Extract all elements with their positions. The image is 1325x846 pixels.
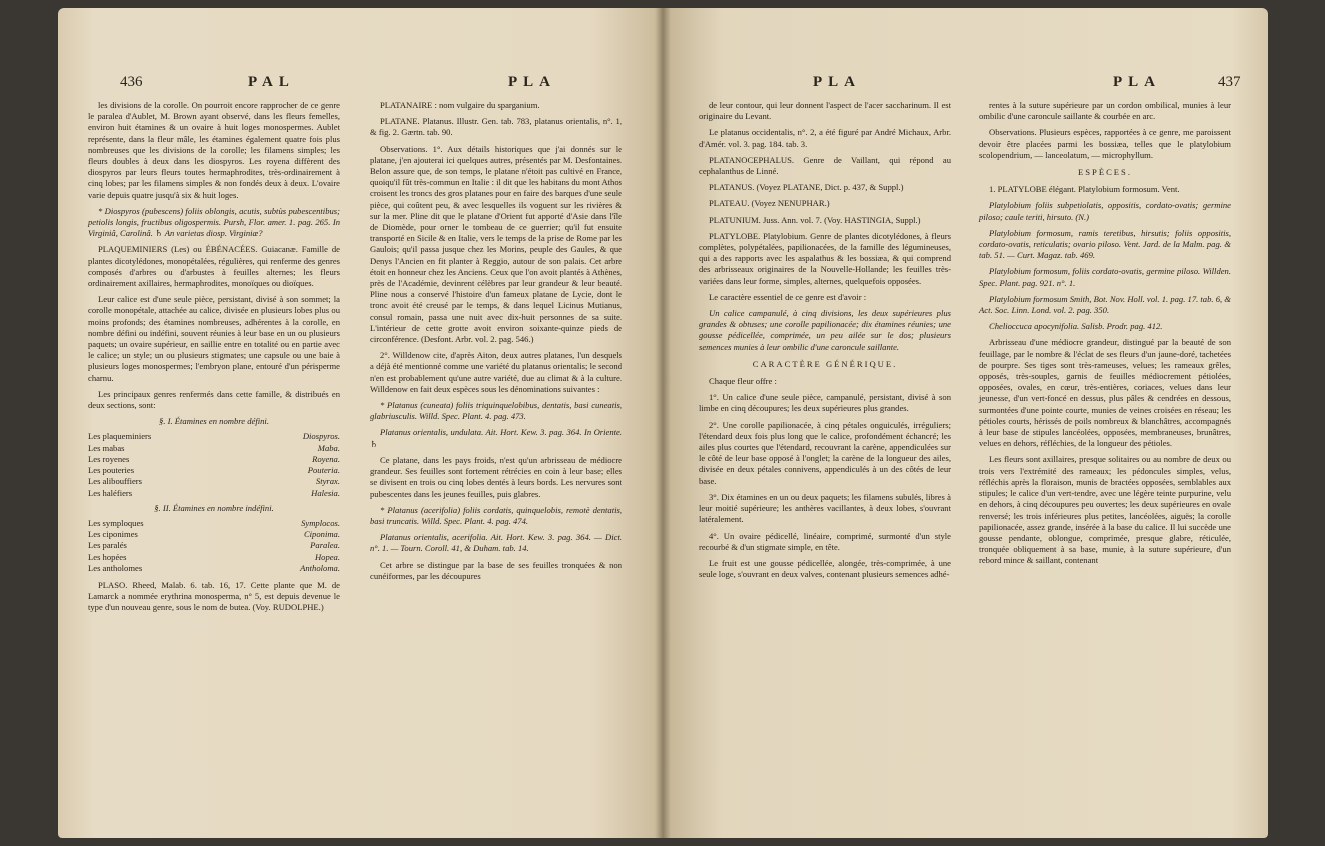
paragraph: Ce platane, dans les pays froids, n'est qu'un arbrisseau de médiocre grandeur. Ses feuilles sont fortement rétrécies en coin à leur base; elles se divisent en trois ou cinq lobes dentés à leurs bords. Les nervures sont pubescentes dans les jeunes feuilles, puis glabres. [370, 454, 622, 499]
running-head-right-1: PLA [813, 74, 861, 90]
paragraph: de leur contour, qui leur donnent l'aspect de l'acer saccharinum. Il est originaire du Levant. [699, 100, 951, 122]
paragraph: 1. PLATYLOBE élégant. Platylobium formosum. Vent. [989, 184, 1180, 195]
paragraph: Un calice campanulé, à cinq divisions, les deux supérieures plus grandes & obtuses; une corolle papilionacée; dix étamines réunies; une gousse pédicellée, comprimée, un peu ailée sur le dos; plusieurs semences munies à leur ombilic d'une caroncule saillante. [699, 308, 951, 352]
paragraph: PLATANAIRE : nom vulgaire du sparganium. [380, 100, 540, 110]
paragraph: 4°. Un ovaire pédicellé, linéaire, comprimé, surmonté d'un style recourbé & d'un stigmate simple, en tête. [699, 530, 951, 552]
right-page [663, 8, 1268, 838]
paragraph: Le platanus occidentalis, n°. 2, a été figuré par André Michaux, Arbr. d'Amér. vol. 3. pag. 184. tab. 3. [699, 127, 951, 149]
paragraph: Les principaux genres renfermés dans cette famille, & distribués en deux sections, sont: [88, 388, 340, 411]
paragraph: PLATYLOBE. Platylobium. Genre de plantes dicotylédones, à fleurs complètes, polypétalées, papilionacées, de la famille des légumineuses, qui a des rapports avec les aspalathus & les bossiæa, & qui comprend des arbrisseaux originaires de la Nouvelle-Hollande; les feuilles très-variées dans leur forme, simples, alternes, quelquefois opposées. [699, 230, 951, 286]
paragraph: Platanus orientalis, undulata. Ait. Hort. Kew. 3. pag. 364. In Oriente. ♄ [370, 427, 622, 449]
paragraph: Chelioccuca apocynifolia. Salisb. Prodr. pag. 412. [989, 321, 1163, 332]
paragraph: Observations. Plusieurs espèces, rapportées à ce genre, me paroissent devoir être placées parmi les bossiæa, telles que le platylobium scolopendrium, — lanceolatum, — microphyllum. [979, 127, 1231, 160]
paragraph: 3°. Dix étamines en un ou deux paquets; les filamens subulés, libres à leur moitié supérieure; les anthères vacillantes, à deux lobes, s'ouvrant latéralement. [699, 491, 951, 525]
genus-row: Les paralés Paralea. [88, 540, 340, 551]
paragraph: Platylobium formosum Smith, Bot. Nov. Holl. vol. 1. pag. 17. tab. 6, & Act. Soc. Linn. Lond. vol. 2. pag. 350. [979, 293, 1231, 316]
genus-row: Les haléfiers Halesia. [88, 487, 340, 498]
paragraph: * Diospyros (pubescens) foliis oblongis, acutis, subtùs pubescentibus; petiolis longis, fructibus oligospermis. Pursh, Flor. amer. 1. pag. 265. In Virginiâ, Carolinâ. ♄ An varietas diosp. Virginiæ? [88, 205, 340, 239]
genus-row: Les symploques Symplocos. [88, 517, 340, 528]
paragraph: Platylobium formosum, foliis cordato-ovatis, germine piloso. Willden. Spec. Plant. pag. 921. n°. 1. [979, 266, 1231, 288]
genus-row: Les alibouffiers Styrax. [88, 476, 340, 487]
paragraph: * Platanus (cuneata) foliis triquinquelobibus, dentatis, basi cuneatis, glabriusculis. Willd. Spec. Plant. 4. pag. 473. [370, 400, 622, 422]
paragraph: PLASO. Rheed, Malab. 6. tab. 16, 17. Cette plante que M. de Lamarck a nommée erythrina monosperma, n° 5, est depuis devenue le type d'un nouveau genre, sous le nom de butea. (Voy. RUDOLPHE.) [88, 579, 340, 613]
page-number-right: 437 [1218, 74, 1241, 90]
running-head-left-1: PAL [248, 74, 295, 90]
paragraph: Les fleurs sont axillaires, presque solitaires ou au nombre de deux ou trois vers l'extrémité des rameaux; les pédoncules simples, velus, réfléchis après la floraison, munis de bractées opposées, semblables aux stipules; le calice d'un vert-tendre, avec une légère teinte purpurine, velu en dehors, à cinq découpures peu ouvertes; les deux supérieures en ovale renversé; les trois inférieures plus petites, lancéolées, aiguës; la corolle papilionacée, assez grande, insérée à la base du calice. Il lui succède une gousse pendante, oblongue, comprimée, presque glabre, réticulée, tronquée obliquement à sa base, munie, à la suture supérieure, d'un rebord mince & saillant, contenant [979, 454, 1231, 566]
paragraph: * Platanus (acerifolia) foliis cordatis, quinquelobis, remotè dentatis, basi truncatis. Willd. Spec. Plant. 4. pag. 474. [370, 504, 622, 526]
paragraph: Cet arbre se distingue par la base de ses feuilles tronquées & non cunéiformes, par les découpures [370, 559, 622, 581]
genus-row: Les antholomes Antholoma. [88, 562, 340, 573]
right-column-2 [979, 100, 1231, 572]
left-page [58, 8, 663, 838]
paragraph: 2°. Willdenow cite, d'après Aiton, deux autres platanes, l'un desquels a déjà été mentionné comme une variété du platanus orientalis; le second n'en est probablement qu'une autre variété, due au climat & à la culture. Willdenow en fait deux espèces sous les dénominations suivantes : [370, 350, 622, 394]
genus-row: Les royenes Royena. [88, 453, 340, 464]
section-title: §. I. Étamines en nombre défini. [159, 416, 269, 427]
paragraph: 2°. Une corolle papilionacée, à cinq pétales onguiculés, irréguliers; l'étendard deux fois plus long que le calice, profondément échancré; les ailes plus courtes que l'étendard, recouvrant la carène, appendiculées sur le côté de leur base opposé à l'onglet; la carène de la longueur des ailes, divisée en deux pétales connivens, appendiculés à un des côtés de leur base. [699, 419, 951, 486]
genus-row: Les hopées Hopea. [88, 551, 340, 562]
paragraph: PLATUNIUM. Juss. Ann. vol. 7. (Voy. HASTINGIA, Suppl.) [709, 214, 921, 225]
paragraph: PLATANUS. (Voyez PLATANE, Dict. p. 437, & Suppl.) [709, 182, 904, 193]
genus-row: Les mabas Maba. [88, 442, 340, 453]
right-column-1 [699, 100, 951, 585]
paragraph: Le caractère essentiel de ce genre est d'avoir : [709, 291, 867, 302]
left-column-2 [370, 100, 622, 587]
paragraph: 1°. Un calice d'une seule pièce, campanulé, persistant, divisé à son limbe en cinq découpures; les deux supérieures plus grandes. [699, 392, 951, 414]
paragraph: rentes à la suture supérieure par un cordon ombilical, munies à leur ombilic d'une caroncule saillante & courbée en arc. [979, 100, 1231, 122]
paragraph: PLATANE. Platanus. Illustr. Gen. tab. 783, platanus orientalis, n°. 1, & fig. 2. Gærtn. tab. 90. [370, 116, 622, 138]
section-title: §. II. Étamines en nombre indéfini. [154, 502, 274, 513]
paragraph: Platylobium formosum, ramis teretibus, hirsutis; foliis oppositis, cordato-ovatis, reticulatis; ovario piloso. Vent. Jard. de la Malm. pag. & tab. 51. — Curt. Magaz. tab. 469. [979, 227, 1231, 261]
genus-row: Les pouteries Pouteria. [88, 465, 340, 476]
paragraph: PLAQUEMINIERS (Les) ou ÉBÉNACÉES. Guiacanæ. Famille de plantes dicotylédones, monopétalées, régulières, qui renferme des genres composés d'arbres ou d'arbustes à feuilles alternes; les fleurs ordinairement axillaires, hermaphrodites, monoïques ou dioïques. [88, 244, 340, 289]
paragraph: Platanus orientalis, acerifolia. Ait. Hort. Kew. 3. pag. 364. — Dict. n°. 1. — Tourn. Coroll. 41, & Duham. tab. 14. [370, 532, 622, 554]
paragraph: Chaque fleur offre : [709, 376, 777, 387]
section-heading: ESPÈCES. [1078, 167, 1132, 178]
book-gutter [655, 8, 671, 838]
paragraph: les divisions de la corolle. On pourroit encore rapprocher de ce genre le paralea d'Aublet, M. Brown ayant observé, dans les fleurs femelles, environ huit étamines & un ovaire à huit loges monospermes. Aublet représente, dans la fleur mâle, les étamines également quatre fois plus nombreuses que les divisions de la corolle; les filamens simples; les fleurs doubles à deux dans les diospyros. Les royena diffèrent des diospyros par leurs fleurs toutes hermaphrodites, très-ordinairement à cinq lobes; par les filamens simples & non fondés deux à deux. L'ovaire varie depuis quatre jusqu'à six & huit loges. [88, 100, 340, 200]
running-head-right-2: PLA [1113, 74, 1161, 90]
paragraph: Platylobium foliis subpetiolatis, oppositis, cordato-ovatis; germine piloso; caule teriti, hirsuto. (N.) [979, 200, 1231, 222]
paragraph: Le fruit est une gousse pédicellée, alongée, très-comprimée, à une seule loge, s'ouvrant en deux valves, contenant plusieurs semences adhé- [699, 557, 951, 580]
left-column-1 [88, 100, 340, 619]
paragraph: Arbrisseau d'une médiocre grandeur, distingué par la beauté de son feuillage, par le nombre & l'éclat de ses fleurs d'un jaune-doré, tachetées de pourpre. Ses tiges sont très-rameuses, velues; les rameaux grêles, opposés, très-souples, garnis de feuilles médiocrement pétiolées, opposées, ovales, en cœur, très-entières, coriaces, velues dans leur jeunesse, d'un vert-foncé en dessus, plus pâles & cendrées en dessous, surmontées d'une pointe courte, munies de veines croisées en réseau; les pétioles courts, hérissés de poils nombreux & blanchâtres, accompagnés à leur base de stipules lancéolées, opposées, membraneuses, brunâtres, velues en dehors, réfléchies, de la longueur des pétioles. [979, 337, 1231, 449]
genus-row: Les plaqueminiers Diospyros. [88, 431, 340, 442]
paragraph: PLATANOCEPHALUS. Genre de Vaillant, qui répond au cephalanthus de Linné. [699, 154, 951, 177]
paragraph: Observations. 1°. Aux détails historiques que j'ai donnés sur le platane, j'en ajouterai ici quelques autres, présentés par M. Desfontaines. Belon assure que, de son temps, le platane n'étoit pas cultivé en France, quoiqu'il fût très-commun en Italie : il dit que les habitans du mont Athos croisent les troncs des gros platanes pour en faire des barques d'une seule pièce, qui coûtent peu, & avec lesquelles ils voguent sur les rivières & sur la mer. Pline dit que le platane d'Orient fut apporté d'Asie dans l'île de Diomède, pour orner le tombeau de ce guerrier; qu'il fut ensuite transporté en Sicile & en Italie, vers le temps de la prise de Rome par les Gaulois; qu'il passa jusque chez les Morins, peuple des Gaules, & que Denys l'Ancien en fit planter à Reggio, autour de son palais. Cet arbre étoit en honneur chez les Anciens. Ceux que l'on avoit plantés à Athènes, près de l'Académie, devinrent célèbres par leur grandeur & leur beauté. Pline nous a conservé l'histoire d'un fameux platane de Lycie, dont le tronc avoit été creusé par le temps, & dans lequel Licinus Mutianus, consul romain, passa une nuit avec dix-huit personnes de sa suite. L'intérieur de cette grotte avoit environ soixante-quinze pieds de circonférence. (Desfont. Arbr. vol. 2. pag. 546.) [370, 143, 622, 345]
paragraph: PLATEAU. (Voyez NENUPHAR.) [709, 198, 830, 209]
paragraph: Leur calice est d'une seule pièce, persistant, divisé à son sommet; la corolle monopétale, attachée au calice, divisée en plusieurs lobes plus ou moins profonds; des étamines nombreuses, adhérentes à la corolle, en nombre défini ou indéfini, souvent réunies à leur base en un ou plusieurs paquets; un ovaire supérieur, en saillie entre en totalité ou en partie avec le calice; un style; un ou plusieurs stigmates; une capsule ou une baie à plusieurs loges monospermes; l'embryon plane, entouré d'un périsperme charnu. [88, 294, 340, 383]
genus-row: Les ciponimes Ciponima. [88, 529, 340, 540]
running-head-left-2: PLA [508, 74, 556, 90]
section-heading: CARACTÈRE GÉNÉRIQUE. [752, 358, 898, 369]
page-number-left: 436 [120, 74, 143, 90]
